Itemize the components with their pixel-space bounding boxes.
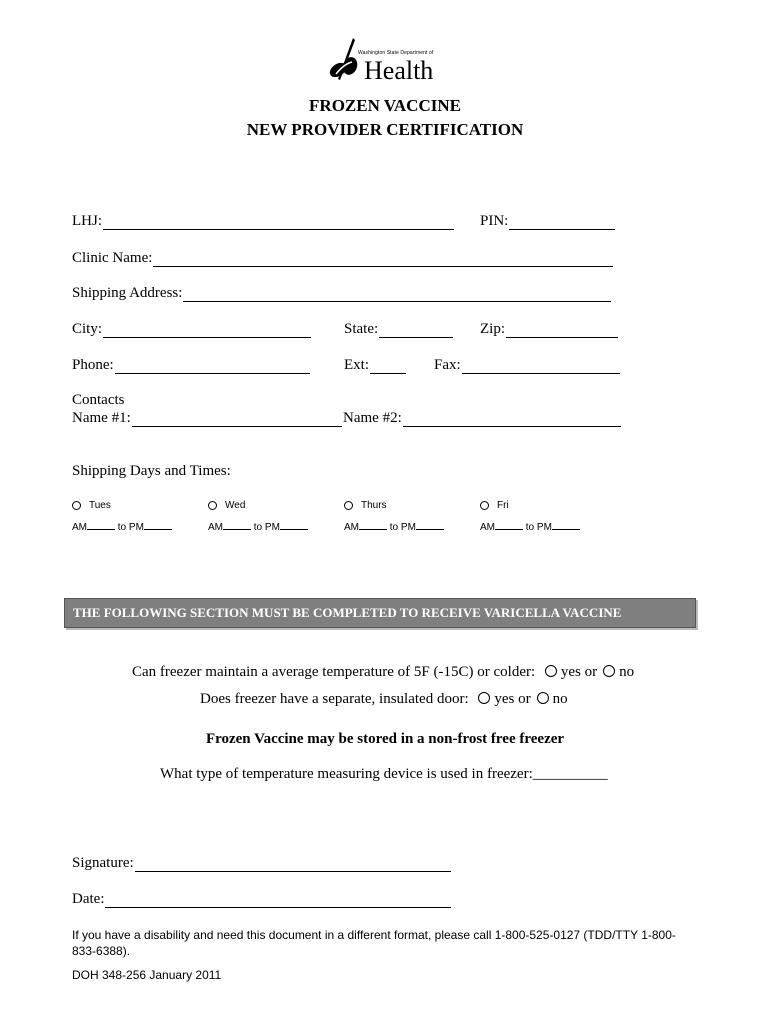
city-field[interactable] [72,320,311,338]
question-freezer-temp-label: Can freezer maintain a average temperature of 5F (-15C) or colder: [132,664,536,680]
leaf-logo-icon [326,36,366,86]
temp-device-blank[interactable]: __________ [532,766,608,782]
am-blank[interactable] [223,519,251,530]
state-blank[interactable] [379,322,453,338]
day-option-wed[interactable] [208,500,245,511]
phone-blank[interactable] [115,358,310,374]
shipping-address-field[interactable] [72,284,611,302]
date-field[interactable] [72,890,451,908]
am-label: AM [72,522,87,533]
time-range-thurs[interactable] [344,519,444,533]
pm-blank[interactable] [144,519,172,530]
phone-field[interactable] [72,356,310,374]
name1-blank[interactable] [132,411,342,427]
fax-field[interactable] [434,356,620,374]
time-range-wed[interactable] [208,519,308,533]
am-blank[interactable] [495,519,523,530]
day-option-thurs[interactable] [344,500,387,511]
state-field[interactable] [344,320,453,338]
question-insulated-door [200,691,568,708]
question-temp-device-label: What type of temperature measuring device is used in freezer: [160,766,533,782]
logo-wordmark: Health [364,56,434,85]
to-pm-label: to PM [525,522,552,533]
zip-field[interactable] [480,320,618,338]
date-blank[interactable] [105,892,451,908]
banner-text: THE FOLLOWING SECTION MUST BE COMPLETED TO RECEIVE VARICELLA VACCINE [73,605,622,620]
to-pm-label: to PM [253,522,280,533]
fax-blank[interactable] [462,358,620,374]
name1-label: Name #1: [72,410,131,426]
name1-field[interactable] [72,409,342,427]
question-freezer-temp [132,664,634,681]
day-label-wed: Wed [225,500,246,511]
pin-blank[interactable] [509,214,615,230]
contacts-label: Contacts [72,392,125,408]
lhj-label: LHJ: [72,213,102,229]
lhj-blank[interactable] [103,214,454,230]
pm-blank[interactable] [416,519,444,530]
shipping-address-blank[interactable] [183,286,611,302]
clinic-name-field[interactable] [72,249,613,267]
am-label: AM [208,522,223,533]
day-label-tues: Tues [89,500,111,511]
logo-tagline: Washington State Department of [358,50,434,56]
fax-label: Fax: [434,357,461,373]
zip-label: Zip: [480,321,505,337]
no-label: no [619,664,635,680]
radio-no-icon[interactable] [603,665,615,677]
page-title-line2: NEW PROVIDER CERTIFICATION [246,120,524,139]
varicella-section-banner [64,598,696,628]
am-blank[interactable] [87,519,115,530]
clinic-name-blank[interactable] [153,251,613,267]
name2-field[interactable] [343,409,621,427]
day-label-fri: Fri [497,500,509,511]
pin-field[interactable] [480,212,615,230]
pm-blank[interactable] [552,519,580,530]
day-label-thurs: Thurs [361,500,387,511]
question-temp-device[interactable] [160,766,608,783]
to-pm-label: to PM [389,522,416,533]
no-label: no [552,691,568,707]
page-title-line1: FROZEN VACCINE [309,96,461,115]
radio-wed-icon[interactable] [208,501,217,510]
signature-label: Signature: [72,855,134,871]
day-option-tues[interactable] [72,500,111,511]
ext-blank[interactable] [370,358,406,374]
time-range-fri[interactable] [480,519,580,533]
radio-tues-icon[interactable] [72,501,81,510]
health-logo [326,36,436,86]
signature-blank[interactable] [135,856,451,872]
state-label: State: [344,321,379,337]
radio-yes-icon[interactable] [478,692,490,704]
city-label: City: [72,321,103,337]
lhj-field[interactable] [72,212,454,230]
name2-label: Name #2: [343,410,402,426]
time-range-tues[interactable] [72,519,172,533]
radio-thurs-icon[interactable] [344,501,353,510]
ext-label: Ext: [344,357,369,373]
signature-field[interactable] [72,854,451,872]
am-label: AM [344,522,359,533]
name2-blank[interactable] [403,411,621,427]
pm-blank[interactable] [280,519,308,530]
day-option-fri[interactable] [480,500,509,511]
phone-label: Phone: [72,357,114,373]
storage-note: Frozen Vaccine may be stored in a non-frost free freezer [205,731,565,747]
disability-notice: If you have a disability and need this document in a different format, please call 1-800-525-0127 (TDD/TTY 1-800-833-6388). [72,928,676,958]
to-pm-label: to PM [117,522,144,533]
radio-no-icon[interactable] [537,692,549,704]
form-id: DOH 348-256 January 2011 [72,968,222,982]
clinic-name-label: Clinic Name: [72,250,153,266]
ext-field[interactable] [344,356,406,374]
yes-label: yes or [494,691,531,707]
radio-yes-icon[interactable] [545,665,557,677]
shipping-days-heading: Shipping Days and Times: [72,463,231,479]
pin-label: PIN: [480,213,509,229]
city-blank[interactable] [103,322,311,338]
shipping-address-label: Shipping Address: [72,285,183,301]
yes-label: yes or [560,664,598,680]
am-blank[interactable] [359,519,387,530]
date-label: Date: [72,891,105,907]
radio-fri-icon[interactable] [480,501,489,510]
am-label: AM [480,522,495,533]
zip-blank[interactable] [506,322,618,338]
question-insulated-door-label: Does freezer have a separate, insulated door: [200,691,469,707]
